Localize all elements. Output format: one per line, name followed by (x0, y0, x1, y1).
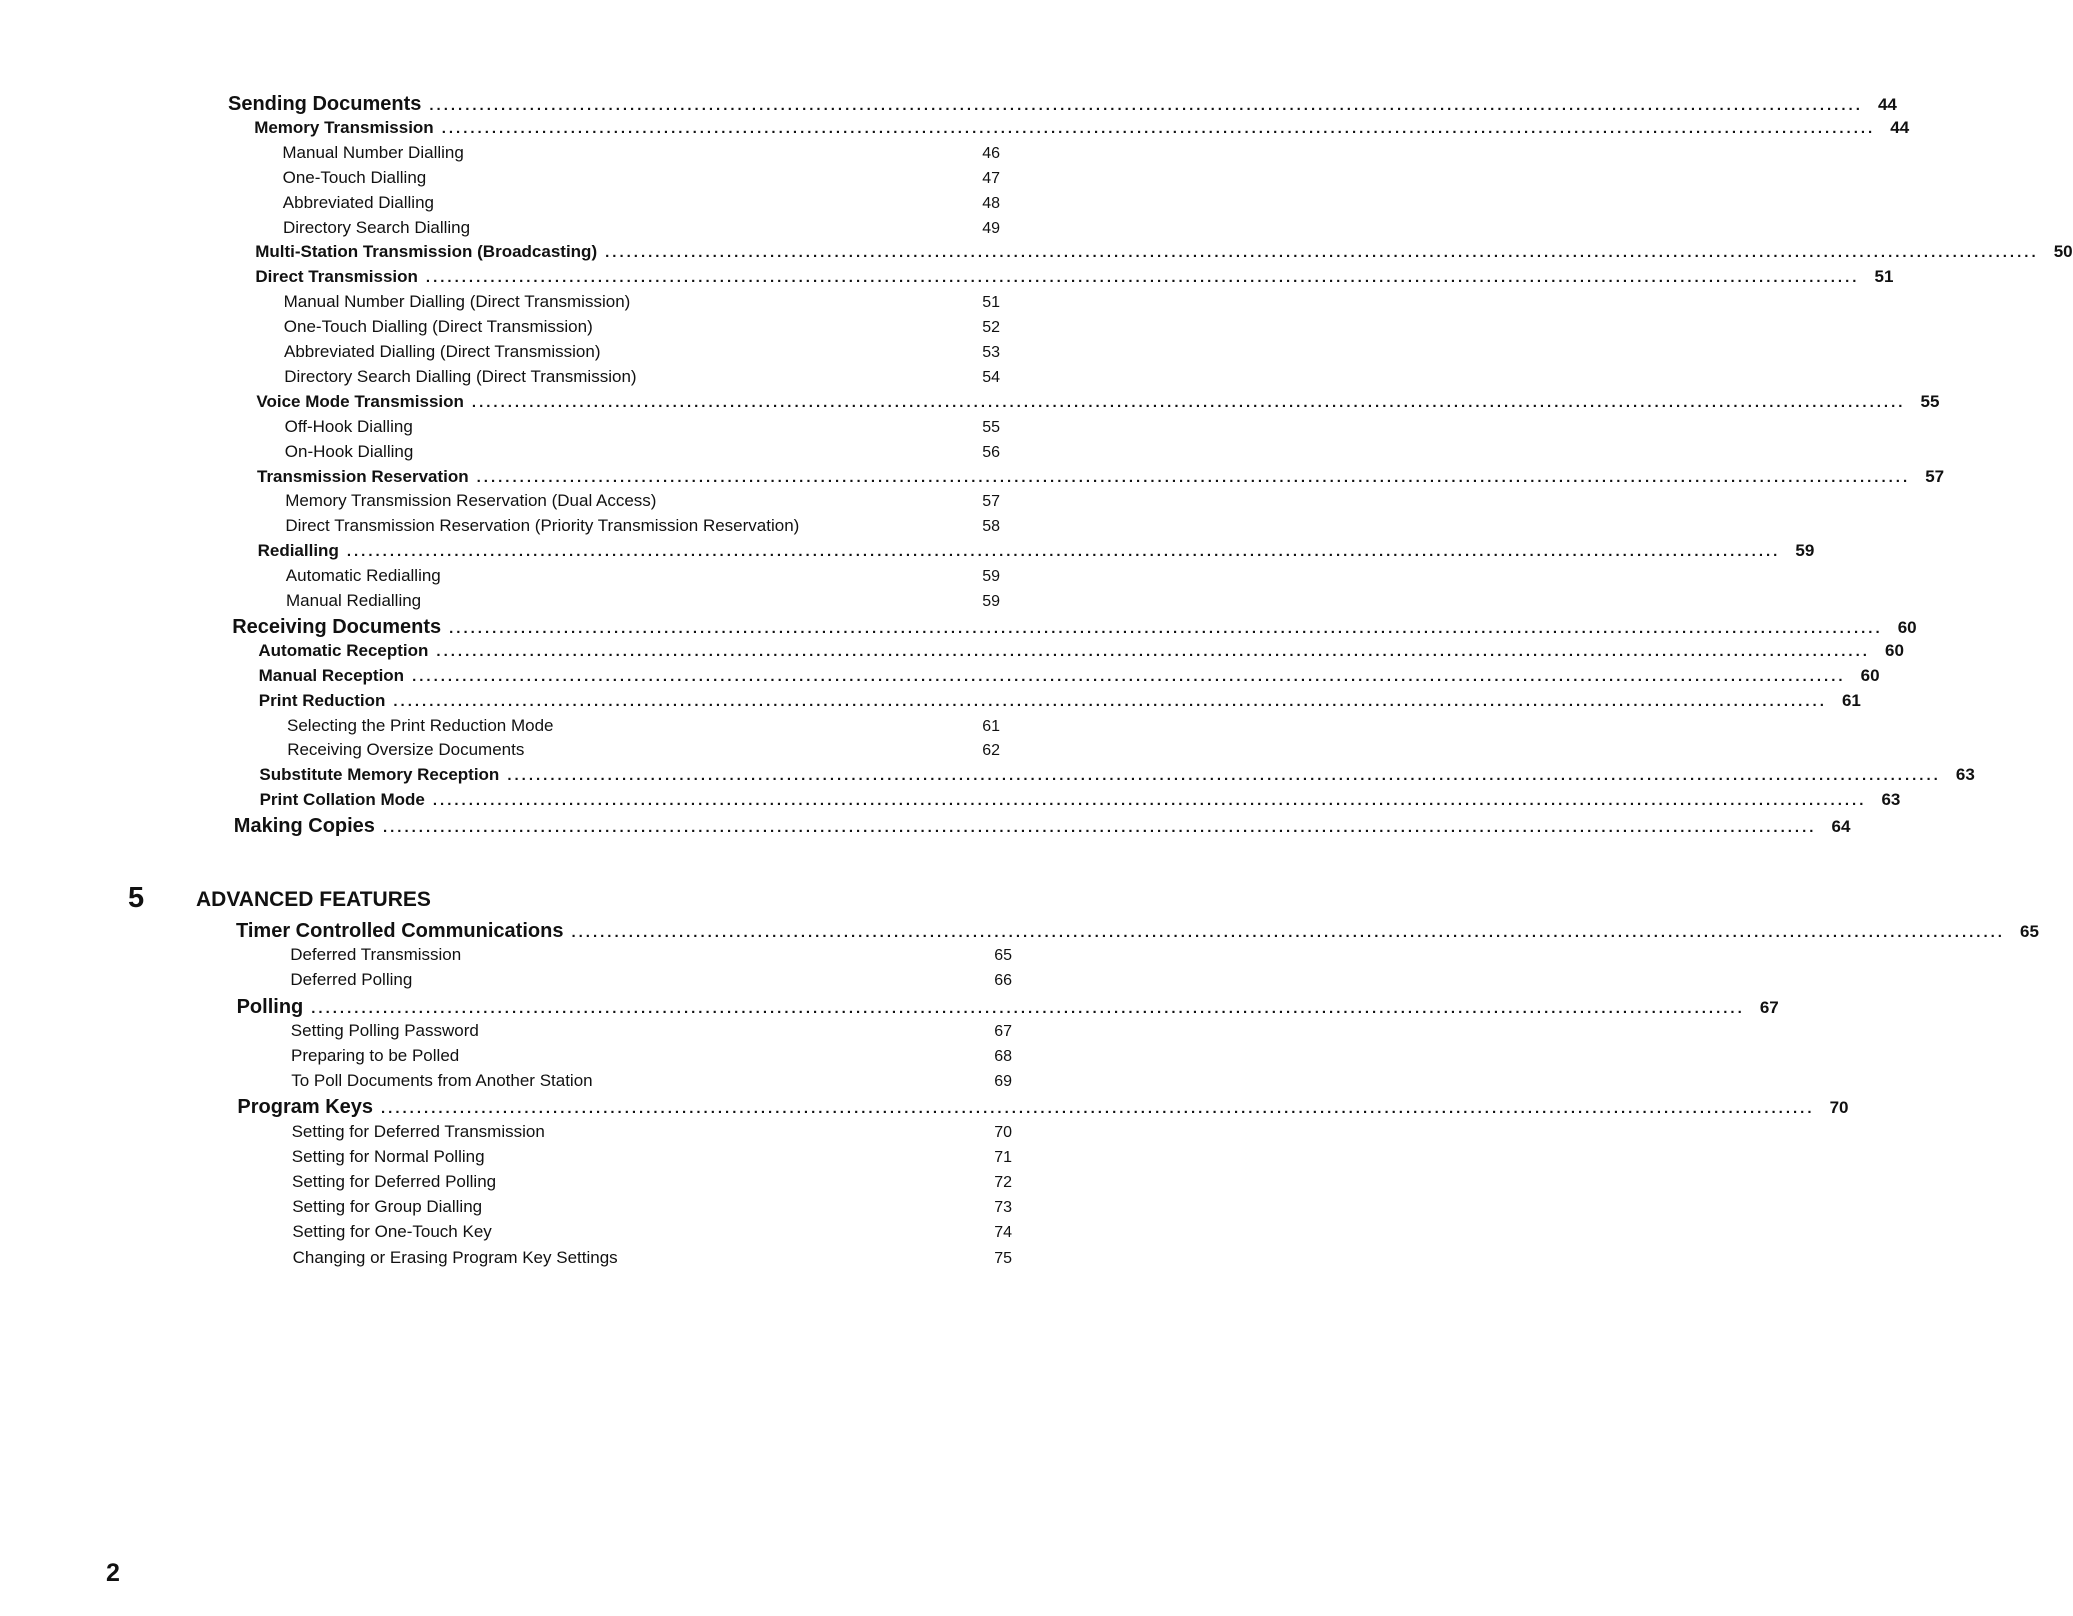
dot-leader: ........................................................................................................................................................................................................ (432, 792, 1867, 810)
toc-entry-page: 66 (994, 972, 1012, 990)
toc-entry-title: Substitute Memory Reception (259, 765, 500, 785)
toc-entry-page: 62 (982, 742, 1000, 760)
toc-entry-title: Program Keys (237, 1096, 374, 1119)
toc-entry-title: Deferred Transmission (290, 945, 462, 965)
toc-entry (290, 971, 1012, 989)
toc-entry (258, 640, 1904, 660)
toc-entry (285, 443, 1000, 461)
toc-entry-title: Setting for One-Touch Key (292, 1222, 492, 1242)
toc-entry-title: Preparing to be Polled (291, 1046, 460, 1065)
toc-entry (237, 1096, 1849, 1119)
toc-entry-title: Manual Reception (258, 665, 405, 685)
toc-entry (284, 293, 1000, 311)
toc-entry-page: 70 (1829, 1098, 1849, 1118)
toc-entry (292, 1173, 1012, 1191)
dot-leader: ........................................................................................................................................................................................................ (425, 269, 1860, 287)
toc-entry-page: 68 (994, 1048, 1012, 1065)
dot-leader: ........................................................................................................................................................................................................ (436, 642, 1870, 660)
toc-entry (287, 717, 1000, 735)
toc-entry-page: 63 (1881, 790, 1901, 810)
toc-entry-title: Multi-Station Transmission (Broadcasting) (255, 242, 598, 262)
dot-leader: ........................................................................................................................................................................................................ (605, 244, 2039, 262)
dot-leader: ........................................................................................................................................................................................................ (507, 767, 1941, 785)
toc-entry (286, 592, 1000, 610)
toc-entry-page: 67 (994, 1022, 1012, 1040)
toc-entry-page: 52 (982, 319, 1000, 337)
toc-entry-page: 54 (982, 368, 1000, 386)
toc-entry-page: 44 (1877, 95, 1897, 114)
toc-entry (283, 194, 1000, 212)
dot-leader: ........................................................................................................................................................................................................ (441, 119, 1876, 137)
toc-entry-page: 60 (1860, 665, 1880, 685)
toc-entry-page: 72 (994, 1174, 1012, 1191)
toc-entry (256, 391, 1940, 411)
dot-leader: ........................................................................................................................................................................................................ (393, 692, 1827, 710)
toc-entry-page: 49 (982, 219, 1000, 237)
toc-entry-title: Automatic Reception (258, 640, 429, 660)
toc-entry-title: Setting for Normal Polling (291, 1146, 485, 1166)
toc-entry (257, 466, 1945, 486)
toc-entry (258, 690, 1861, 710)
toc-entry-title: Selecting the Print Reduction Mode (287, 715, 554, 735)
page-number: 2 (106, 1559, 120, 1587)
toc-entry-title: Direct Transmission (255, 267, 418, 287)
toc-entry (291, 1072, 1012, 1090)
toc-entry-title: One-Touch Dialling (282, 167, 427, 187)
toc-entry-title: Direct Transmission Reservation (Priority Transmission Reservation) (285, 516, 800, 536)
toc-entry-title: Setting for Deferred Polling (292, 1172, 497, 1191)
toc-entry (287, 741, 1000, 759)
toc-entry (259, 790, 1901, 810)
toc-entry-page: 63 (1955, 765, 1975, 785)
dot-leader: ........................................................................................................................................................................................................ (471, 393, 1906, 411)
toc-entry (254, 117, 1910, 137)
toc-entry-title: Changing or Erasing Program Key Settings (292, 1247, 618, 1267)
toc-entry-page: 55 (1920, 391, 1940, 411)
toc-entry-page: 71 (994, 1148, 1012, 1166)
toc-entry-title: To Poll Documents from Another Station (291, 1071, 593, 1091)
toc-entry (284, 343, 1000, 361)
toc-entry-page: 70 (994, 1123, 1012, 1141)
toc-entry-page: 53 (982, 344, 1000, 361)
toc-entry (290, 946, 1012, 964)
toc-entry-title: On-Hook Dialling (284, 441, 414, 461)
toc-entry-page: 60 (1897, 617, 1917, 637)
toc-entry (291, 1022, 1012, 1040)
toc-entry-title: Making Copies (233, 815, 375, 838)
toc-entry-title: Automatic Redialling (285, 566, 441, 586)
toc-entry-page: 67 (1759, 997, 1779, 1017)
toc-entry-page: 57 (982, 493, 1000, 511)
toc-entry-title: One-Touch Dialling (Direct Transmission) (283, 317, 593, 337)
toc-entry-page: 58 (982, 518, 1000, 536)
toc-entry-page: 48 (982, 194, 1000, 212)
toc-entry-title: Setting for Deferred Transmission (291, 1121, 545, 1141)
toc-entry (255, 267, 1894, 287)
toc-entry-title: Print Collation Mode (259, 790, 425, 810)
toc-entry (293, 1249, 1012, 1267)
toc-entry (282, 144, 1000, 162)
toc-entry-page: 65 (994, 947, 1012, 965)
toc-entry (291, 1047, 1012, 1065)
toc-entry-title: Manual Redialling (286, 591, 422, 610)
toc-entry (236, 995, 1779, 1018)
dot-leader: ........................................................................................................................................................................................................ (412, 667, 1846, 685)
toc-entry-page: 69 (994, 1073, 1012, 1091)
toc-entry-title: Voice Mode Transmission (256, 391, 464, 411)
toc-entry-page: 55 (982, 418, 1000, 436)
toc-entry-page: 44 (1890, 117, 1910, 137)
toc-entry-page: 50 (2053, 242, 2073, 262)
dot-leader: ........................................................................................................................................................................................................ (311, 999, 1745, 1017)
dot-leader: ........................................................................................................................................................................................................ (382, 819, 1817, 837)
toc-entry-page: 59 (982, 593, 1000, 610)
chapter-number: 5 (128, 882, 145, 914)
toc-entry-page: 65 (2020, 922, 2039, 941)
dot-leader: ........................................................................................................................................................................................................ (449, 619, 1883, 637)
dot-leader: ........................................................................................................................................................................................................ (476, 468, 1911, 486)
toc-entry-title: Print Reduction (258, 690, 386, 710)
toc-entry-title: Timer Controlled Communications (236, 920, 564, 942)
toc-entry-page: 56 (982, 443, 1000, 461)
chapter-title: ADVANCED FEATURES (196, 888, 431, 911)
toc-entry-title: Setting for Group Dialling (292, 1197, 483, 1217)
toc-entry-title: Transmission Reservation (257, 466, 469, 486)
toc-entry-page: 75 (994, 1249, 1012, 1267)
toc-entry-page: 59 (1795, 541, 1815, 561)
toc-entry-title: Off-Hook Dialling (284, 416, 413, 436)
toc-entry-page: 46 (982, 144, 1000, 162)
toc-entry-page: 51 (1874, 267, 1894, 287)
toc-entry-title: Redialling (257, 541, 339, 561)
toc-entry-title: Receiving Oversize Documents (287, 740, 525, 760)
toc-entry (259, 765, 1975, 785)
toc-entry (285, 492, 1000, 510)
toc-entry-title: Manual Number Dialling (282, 142, 464, 162)
toc-entry-title: Deferred Polling (290, 970, 413, 990)
toc-entry-page: 64 (1831, 817, 1851, 837)
toc-entry (283, 169, 1000, 187)
toc-entry-title: Memory Transmission Reservation (Dual Access) (285, 491, 657, 511)
dot-leader: ........................................................................................................................................................................................................ (381, 1100, 1815, 1118)
toc-entry (258, 665, 1880, 685)
toc-entry-page: 61 (1841, 690, 1861, 710)
toc-entry-title: Setting Polling Password (290, 1020, 479, 1040)
toc-entry-title: Directory Search Dialling (Direct Transmission) (284, 366, 637, 386)
toc-entry-title: Directory Search Dialling (283, 217, 471, 237)
dot-leader: ........................................................................................................................................................................................................ (571, 924, 2005, 941)
toc-entry (233, 815, 1851, 838)
toc-entry-page: 61 (982, 717, 1000, 735)
toc-entry (255, 242, 2073, 262)
toc-entry-title: Memory Transmission (254, 117, 434, 137)
toc-entry-page: 59 (982, 568, 1000, 586)
toc-entry-title: Sending Documents (228, 93, 422, 115)
toc-entry-page: 73 (994, 1199, 1012, 1217)
dot-leader: ........................................................................................................................................................................................................ (346, 543, 1781, 561)
toc-entry (257, 541, 1815, 561)
toc-entry (236, 920, 2039, 942)
toc-entry (292, 1123, 1012, 1141)
toc-entry-page: 47 (982, 169, 1000, 187)
toc-entry (284, 368, 1000, 386)
toc-entry-page: 51 (982, 294, 1000, 312)
toc-entry-title: Manual Number Dialling (Direct Transmission) (283, 292, 631, 312)
toc-entry-title: Polling (236, 995, 304, 1018)
toc-entry-page: 74 (994, 1224, 1012, 1242)
dot-leader: ........................................................................................................................................................................................................ (429, 97, 1863, 114)
toc-entry (292, 1223, 1012, 1241)
toc-entry-title: Receiving Documents (232, 615, 442, 638)
toc-entry-page: 57 (1925, 466, 1945, 486)
toc-entry (292, 1198, 1012, 1216)
toc-entry-title: Abbreviated Dialling (Direct Transmission) (284, 342, 601, 361)
toc-entry (283, 219, 1000, 237)
toc-entry (285, 517, 1000, 535)
toc-entry-title: Abbreviated Dialling (282, 192, 434, 212)
toc-entry (292, 1148, 1012, 1166)
toc-entry (284, 318, 1000, 336)
toc-entry (232, 615, 1917, 638)
toc-entry (228, 93, 1897, 115)
toc-entry-page: 60 (1885, 640, 1904, 660)
toc-entry (285, 418, 1000, 436)
toc-entry (286, 567, 1000, 585)
